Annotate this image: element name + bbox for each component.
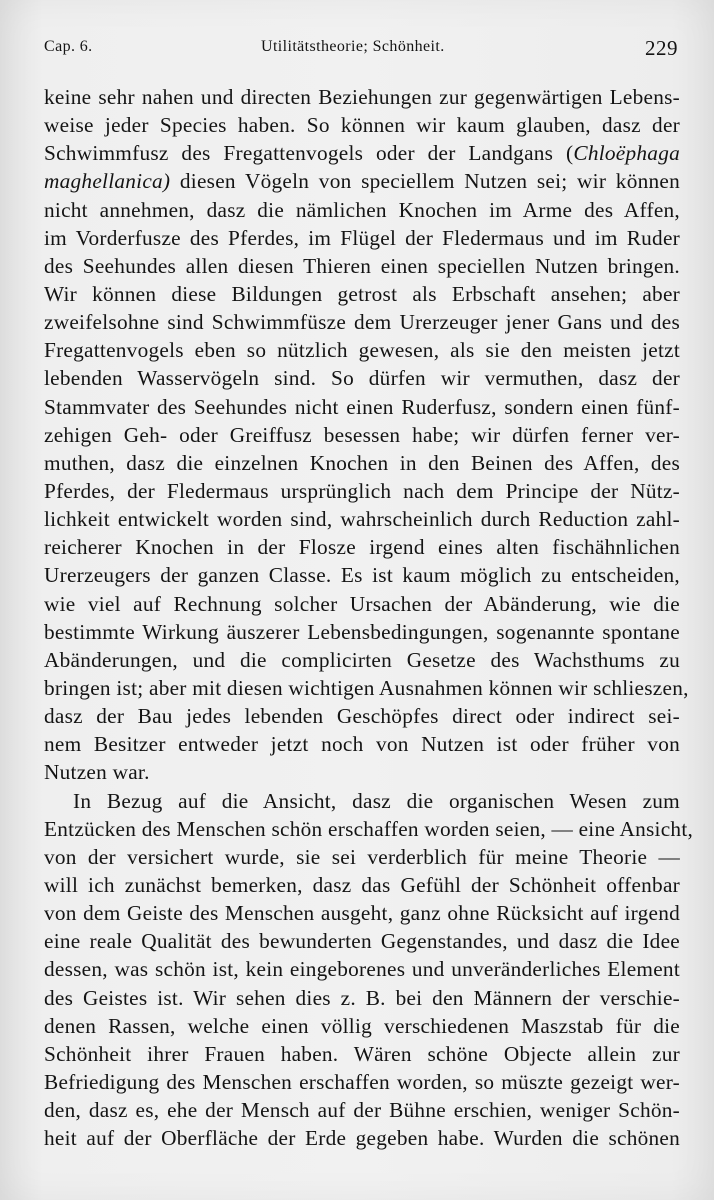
italic-species-name: maghellanica) xyxy=(44,169,171,194)
text-line: zweifelsohne sind Schwimmfüsze dem Urerzeuger jener Gans und des xyxy=(44,310,680,335)
text-line: wie viel auf Rechnung solcher Ursachen der Abänderung, wie die xyxy=(44,591,680,616)
text-line: bestimmte Wirkung äuszerer Lebensbedingungen, sogenannte spontane xyxy=(44,619,680,644)
text-line: im Vorderfusze des Pferdes, im Flügel der Fledermaus und im Ruder xyxy=(44,225,680,250)
text-line-last: Nutzen war. xyxy=(44,760,150,785)
text-line: eine reale Qualität des bewunderten Gegenstandes, und dasz die Idee xyxy=(44,929,680,954)
text-line: des Seehundes allen diesen Thieren einen speciellen Nutzen bringen. xyxy=(44,253,680,278)
text-line: muthen, dasz die einzelnen Knochen in den Beinen des Affen, des xyxy=(44,450,680,475)
paragraph-1 xyxy=(44,83,689,787)
text-line: zehigen Geh- oder Greiffusz besessen habe; wir dürfen ferner ver- xyxy=(44,422,680,447)
text-line: denen Rassen, welche einen völlig verschiedenen Maszstab für die xyxy=(44,1013,680,1038)
running-title: Utilitätstheorie; Schönheit. xyxy=(261,38,445,55)
text-line xyxy=(44,139,680,167)
text-line: Stammvater des Seehundes nicht einen Ruderfusz, sondern einen fünf- xyxy=(44,394,680,419)
text-line: Fregattenvogels eben so nützlich gewesen, als sie den meisten jetzt xyxy=(44,338,680,363)
text-line: Wir können diese Bildungen getrost als Erbschaft ansehen; aber xyxy=(44,281,680,306)
text-line: des Geistes ist. Wir sehen dies z. B. bei den Männern der verschie- xyxy=(44,985,680,1010)
text-line: lichkeit entwickelt worden sind, wahrscheinlich durch Reduction zahl- xyxy=(44,507,680,532)
text-line: den, dasz es, ehe der Mensch auf der Bühne erschien, weniger Schön- xyxy=(44,1098,680,1123)
text-line xyxy=(44,167,680,195)
text-line-indented: In Bezug auf die Ansicht, dasz die organischen Wesen zum xyxy=(73,788,680,813)
chapter-label: Cap. 6. xyxy=(44,38,93,55)
text-line: nem Besitzer entweder jetzt noch von Nutzen ist oder früher von xyxy=(44,732,680,757)
text-line: Abänderungen, und die complicirten Gesetze des Wachsthums zu xyxy=(44,647,680,672)
page-number: 229 xyxy=(645,36,678,60)
text-line: keine sehr nahen und directen Beziehungen zur gegenwärtigen Lebens- xyxy=(44,85,680,109)
text-line: heit auf der Oberfläche der Erde gegeben habe. Wurden die schönen xyxy=(44,1126,680,1151)
text-line: Urerzeugers der ganzen Classe. Es ist kaum möglich zu entscheiden, xyxy=(44,563,680,588)
text-line: dasz der Bau jedes lebenden Geschöpfes direct oder indirect sei- xyxy=(44,704,680,729)
text-line: lebenden Wasservögeln sind. So dürfen wir vermuthen, dasz der xyxy=(44,366,680,391)
text-line: dessen, was schön ist, kein eingeborenes und unveränderliches Element xyxy=(44,957,680,982)
text-line: von dem Geiste des Menschen ausgeht, ganz ohne Rücksicht auf irgend xyxy=(44,901,680,926)
paragraph-2 xyxy=(44,787,694,1153)
text-line: weise jeder Species haben. So können wir kaum glauben, dasz der xyxy=(44,113,680,138)
text-segment: diesen Vögeln von speciellem Nutzen sei; wir können xyxy=(170,169,680,194)
text-line: Schönheit ihrer Frauen haben. Wären schöne Objecte allein zur xyxy=(44,1041,680,1066)
text-line: nicht annehmen, dasz die nämlichen Knochen im Arme des Affen, xyxy=(44,197,680,222)
body-text xyxy=(44,83,694,1152)
text-line: von der versichert wurde, sie sei verderblich für meine Theorie — xyxy=(44,844,680,869)
text-line: Befriedigung des Menschen erschaffen worden, so müszte gezeigt wer- xyxy=(44,1069,680,1094)
text-line: Pferdes, der Fledermaus ursprünglich nach dem Principe der Nütz- xyxy=(44,478,680,503)
text-line: Entzücken des Menschen schön erschaffen worden seien, — eine Ansicht, xyxy=(44,816,694,841)
italic-species-name: Chloëphaga xyxy=(573,141,680,166)
text-line: bringen ist; aber mit diesen wichtigen Ausnahmen können wir schlieszen, xyxy=(44,675,689,700)
running-header xyxy=(44,34,678,64)
text-line: reicherer Knochen in der Flosze irgend eines alten fischähnlichen xyxy=(44,535,680,560)
text-segment: Schwimmfusz des Fregattenvogels oder der Landgans ( xyxy=(44,141,574,166)
text-line: will ich zunächst bemerken, dasz das Gefühl der Schönheit offenbar xyxy=(44,872,680,897)
